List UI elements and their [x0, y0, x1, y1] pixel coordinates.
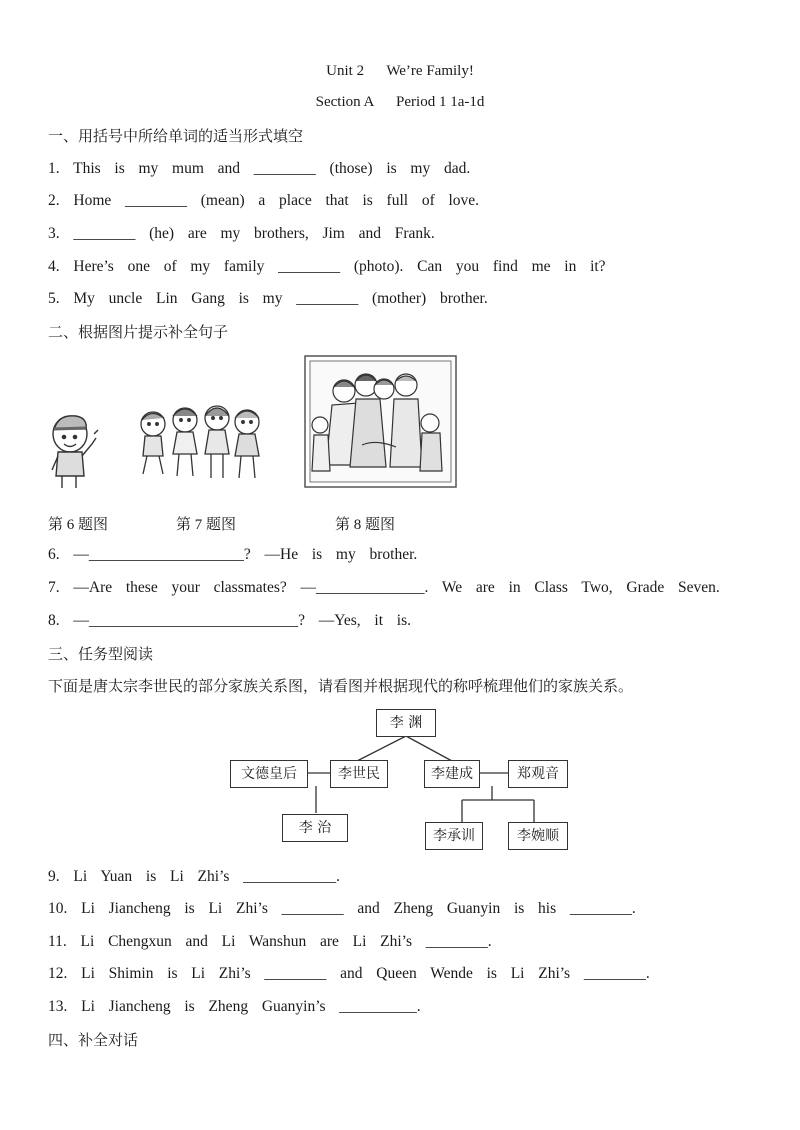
- question-6: 6. —____________________? —He is my brother.: [48, 546, 418, 563]
- question-13: 13. Li Jiancheng is Zheng Guanyin’s __________.: [48, 998, 421, 1015]
- question-9: 9. Li Yuan is Li Zhi’s ____________.: [48, 868, 341, 885]
- tree-node-li-wanshun: 李婉顺: [508, 822, 568, 850]
- question-2: 2. Home ________ (mean) a place that is full of love.: [48, 192, 480, 209]
- tree-node-queen-wende: 文德皇后: [230, 760, 308, 788]
- question-7: 7. —Are these your classmates? —______________. We are in Class Two, Grade Seven.: [48, 579, 720, 596]
- tree-node-li-jiancheng: 李建成: [424, 760, 480, 788]
- part3-heading: 三、任务型阅读: [48, 645, 154, 663]
- question-11: 11. Li Chengxun and Li Wanshun are Li Zhi’s ________.: [48, 933, 492, 950]
- question-3: 3. ________ (he) are my brothers, Jim and Frank.: [48, 225, 435, 242]
- caption-question-7: 第 7 题图: [176, 517, 237, 533]
- tree-node-li-shimin: 李世民: [330, 760, 388, 788]
- question-8: 8. —___________________________? —Yes, it is.: [48, 612, 412, 629]
- question-12: 12. Li Shimin is Li Zhi’s ________ and Queen Wende is Li Zhi’s ________.: [48, 965, 650, 982]
- part2-heading: 二、根据图片提示补全句子: [48, 323, 229, 341]
- question-1: 1. This is my mum and ________ (those) is my dad.: [48, 160, 471, 177]
- tree-node-zheng-guanyin: 郑观音: [508, 760, 568, 788]
- tree-node-li-chengxun: 李承训: [425, 822, 483, 850]
- question-5: 5. My uncle Lin Gang is my ________ (mother) brother.: [48, 290, 488, 307]
- part3-intro: 下面是唐太宗李世民的部分家族关系图，请看图并根据现代的称呼梳理他们的家族关系。: [48, 677, 634, 695]
- caption-question-6: 第 6 题图: [48, 517, 109, 533]
- question-4: 4. Here’s one of my family ________ (photo). Can you find me in it?: [48, 258, 606, 275]
- question-10: 10. Li Jiancheng is Li Zhi’s ________ and Zheng Guanyin is his ________.: [48, 900, 636, 917]
- caption-question-8: 第 8 题图: [335, 517, 396, 533]
- part1-heading: 一、用括号中所给单词的适当形式填空: [48, 127, 304, 145]
- worksheet-title: Unit 2 We’re Family!: [326, 63, 474, 79]
- tree-node-li-zhi: 李 治: [282, 814, 348, 842]
- worksheet-subtitle: Section A Period 1 1a-1d: [315, 94, 485, 110]
- tree-node-li-yuan: 李 渊: [376, 709, 436, 737]
- part4-heading: 四、补全对话: [48, 1031, 139, 1049]
